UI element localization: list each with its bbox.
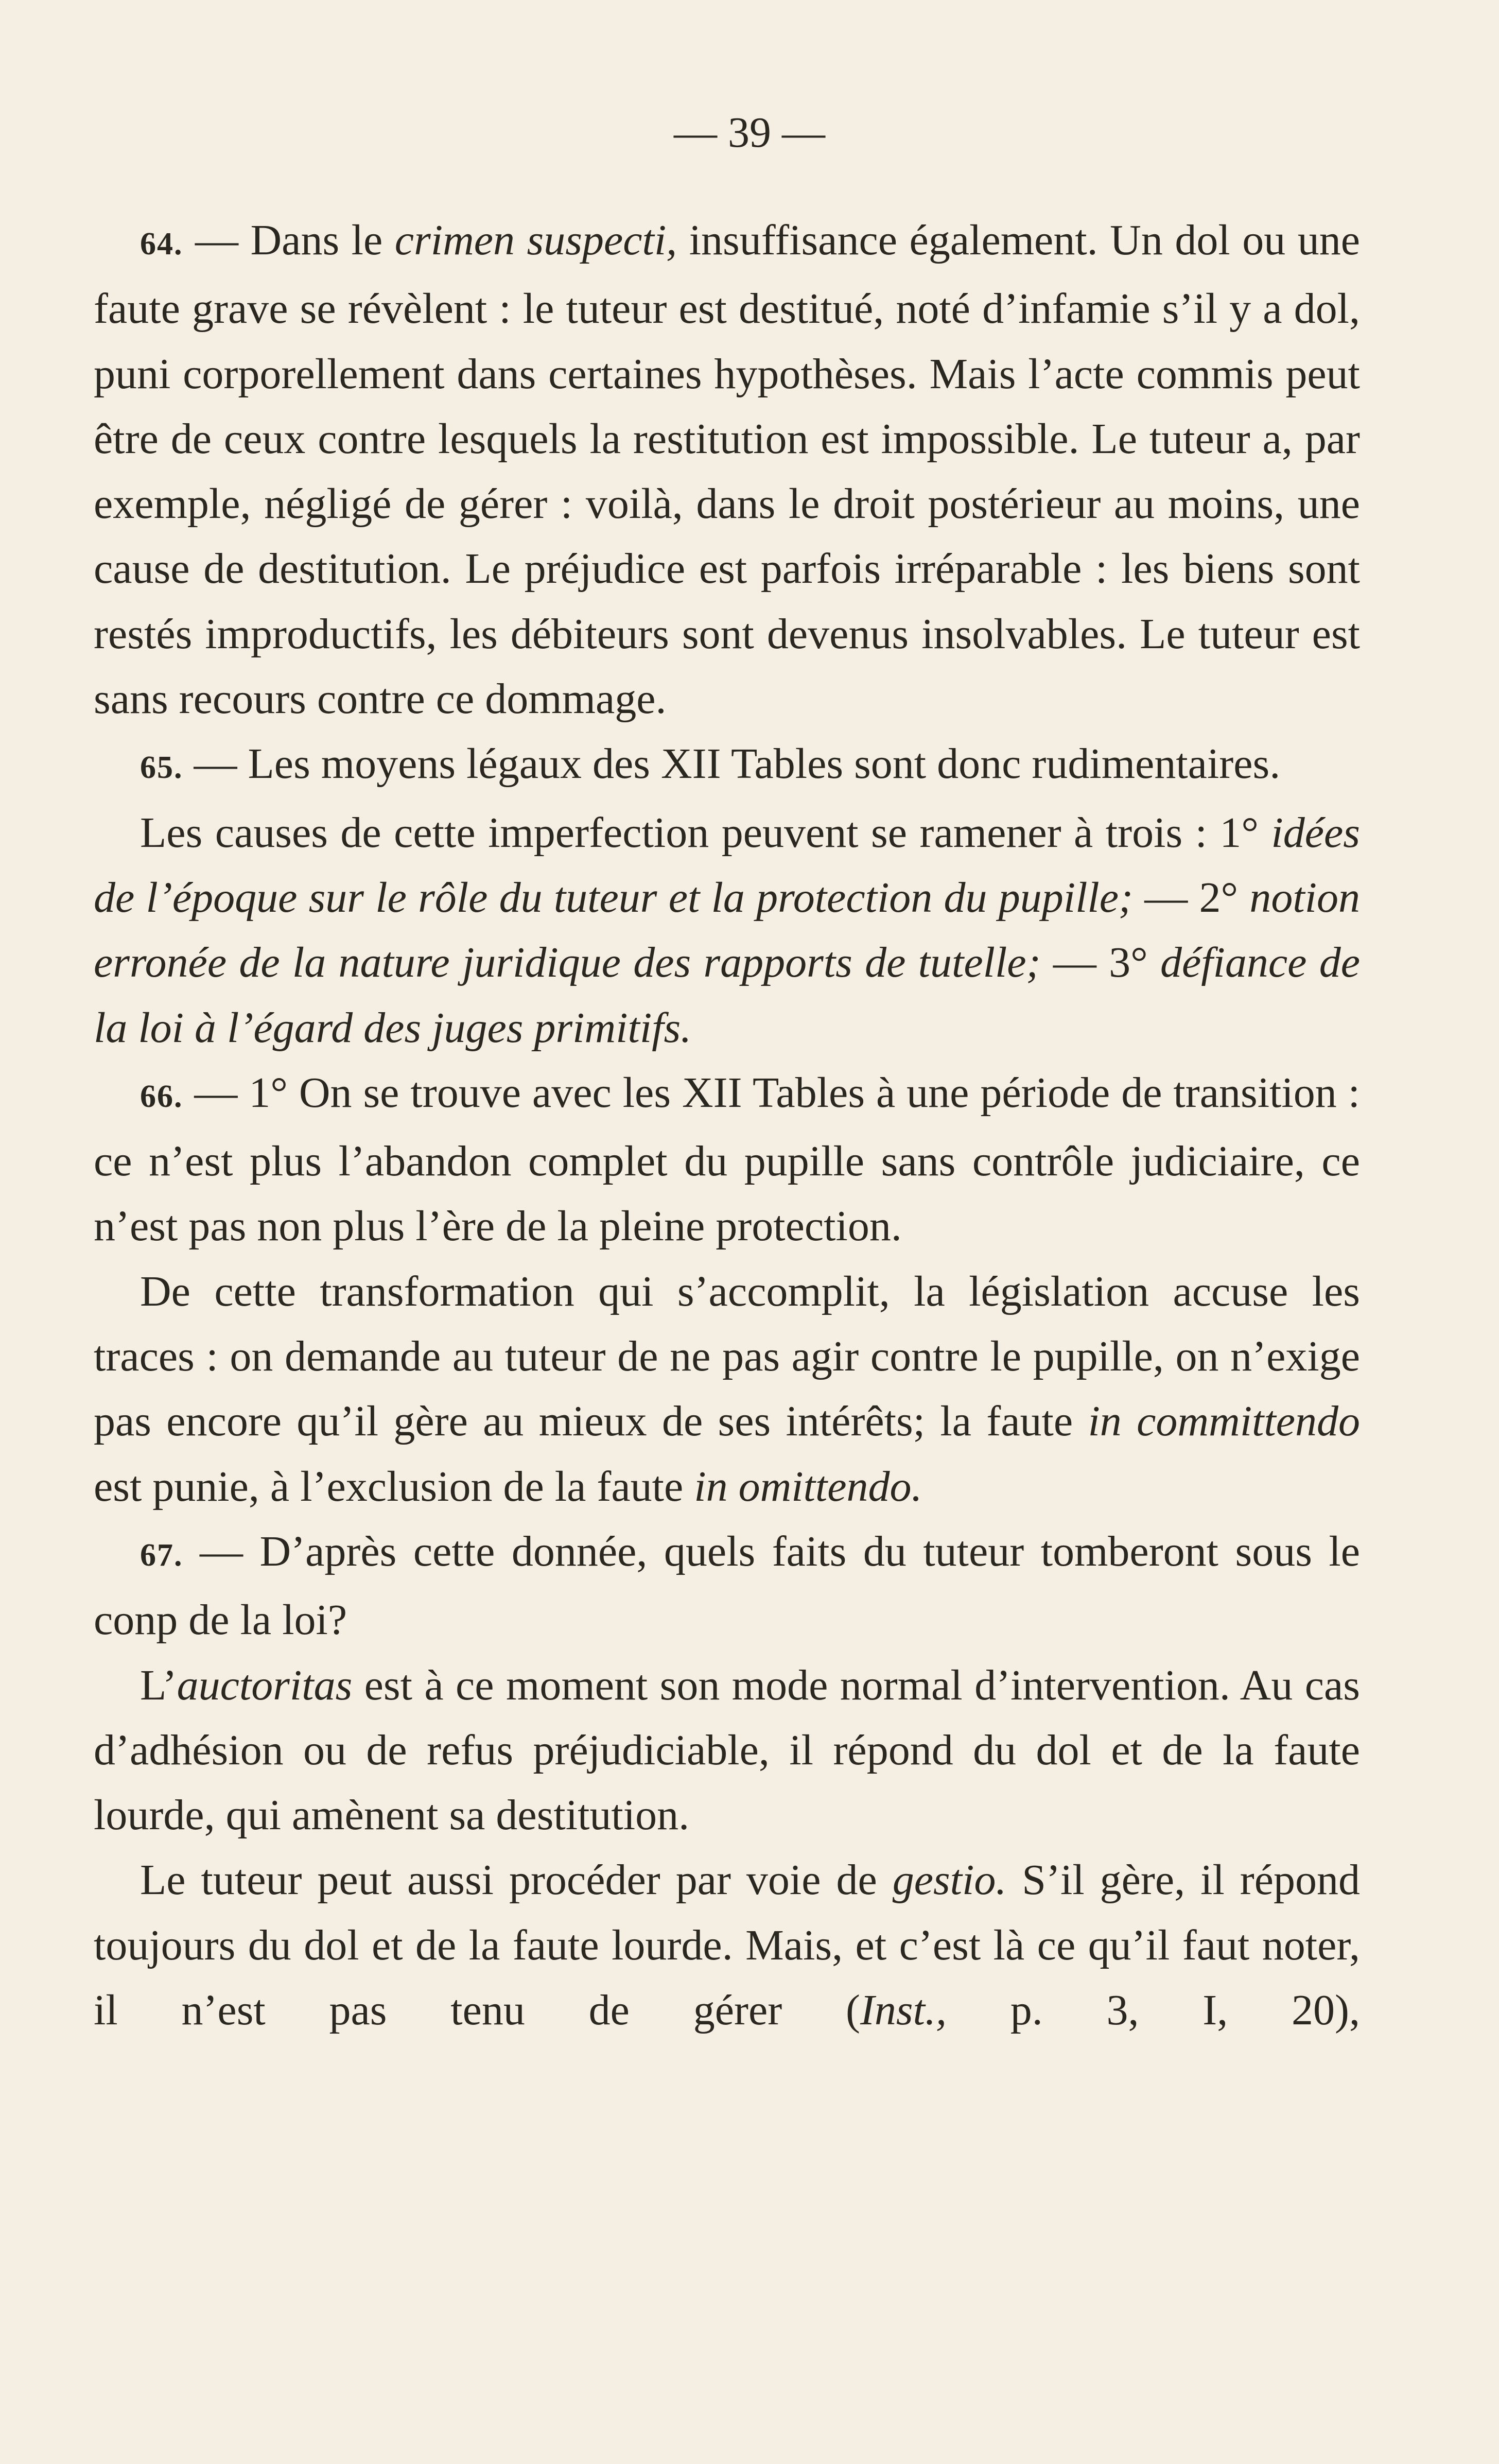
text-run: — D’après cette donnée, quels faits du tuteur tomberont sous le conp de la loi? xyxy=(94,1527,1360,1644)
text-run: De cette transformation qui s’accomplit, la législation accuse les traces : on demande au tuteur de ne pas agir contre le pupille, on n’exige pas encore qu’il gère au mieux de ses intérêts; la faute xyxy=(94,1267,1360,1446)
text-run: insuffisance également. Un dol ou une faute grave se révèlent : le tuteur est destitué, noté d’infamie s’il y a dol, puni corporellement dans certaines hypothèses. Mais l’acte commis peut être de ceux contre lesquels la restitution est impossible. Le tuteur a, par exemple, négligé de gérer : voilà, dans le droit postérieur au moins, une cause de destitution. Le préjudice est parfois irréparable : les biens sont restés improductifs, les débiteurs sont devenus insolvables. Le tuteur est sans recours contre ce dommage. xyxy=(94,216,1360,723)
italic-text: auctoritas xyxy=(177,1661,353,1709)
paragraph xyxy=(94,1259,1360,1519)
section-number: 65. xyxy=(140,750,183,786)
italic-text: gestio. xyxy=(892,1856,1007,1904)
section-number: 64. xyxy=(140,227,183,262)
text-run: Les causes de cette imperfection peuvent se ramener à trois : 1° xyxy=(140,808,1271,857)
text-run: Le tuteur peut aussi procéder par voie de xyxy=(140,1856,893,1904)
italic-text: in omittendo. xyxy=(694,1462,922,1511)
text-run: p. 3, I, 20), xyxy=(946,1986,1360,2035)
paragraph xyxy=(94,1653,1360,1848)
italic-text: crimen suspecti, xyxy=(394,216,677,264)
italic-text: défiance de la loi à l’égard des juges primitifs. xyxy=(94,939,1361,1052)
paragraph xyxy=(94,1519,1360,1653)
italic-text: in committendo xyxy=(1088,1397,1361,1446)
text-run: — 3° xyxy=(1040,939,1160,987)
paragraph xyxy=(94,1848,1360,2043)
text-run: — 1° On se trouve avec les XII Tables à une période de transition : ce n’est plus l’abandon complet du pupille sans contrôle judiciaire, ce n’est pas non plus l’ère de la pleine protection. xyxy=(94,1068,1360,1251)
italic-text: idées de l’époque sur le rôle du tuteur et la protection du pupille; xyxy=(94,808,1360,922)
italic-text: notion erronée de la nature juridique des rapports de tutelle; xyxy=(94,873,1361,987)
italic-text: Inst., xyxy=(860,1986,947,2035)
text-run: est à ce moment son mode normal d’intervention. Au cas d’adhésion ou de refus préjudiciable, il répond du dol et de la faute lourde, qui amènent sa destitution. xyxy=(94,1661,1360,1840)
section-number: 67. xyxy=(140,1537,183,1573)
page-number: — 39 — xyxy=(674,109,825,157)
paragraph xyxy=(94,208,1360,732)
text-run: — Les moyens légaux des XII Tables sont donc rudimentaires. xyxy=(183,740,1281,788)
text-run: L’ xyxy=(140,1661,177,1709)
section-number: 66. xyxy=(140,1079,183,1114)
paragraph xyxy=(94,801,1360,1061)
text-run: — 2° xyxy=(1133,873,1250,922)
paragraph xyxy=(94,1061,1360,1259)
text-run: S’il gère, il répond toujours du dol et de la faute lourde. Mais, et c’est là ce qu’il faut noter, il n’est pas tenu de gérer ( xyxy=(94,1856,1360,2035)
paragraph xyxy=(94,732,1360,800)
text-run: — Dans le xyxy=(183,216,395,264)
text-run: est punie, à l’exclusion de la faute xyxy=(94,1462,694,1511)
body-text xyxy=(94,208,1360,2043)
